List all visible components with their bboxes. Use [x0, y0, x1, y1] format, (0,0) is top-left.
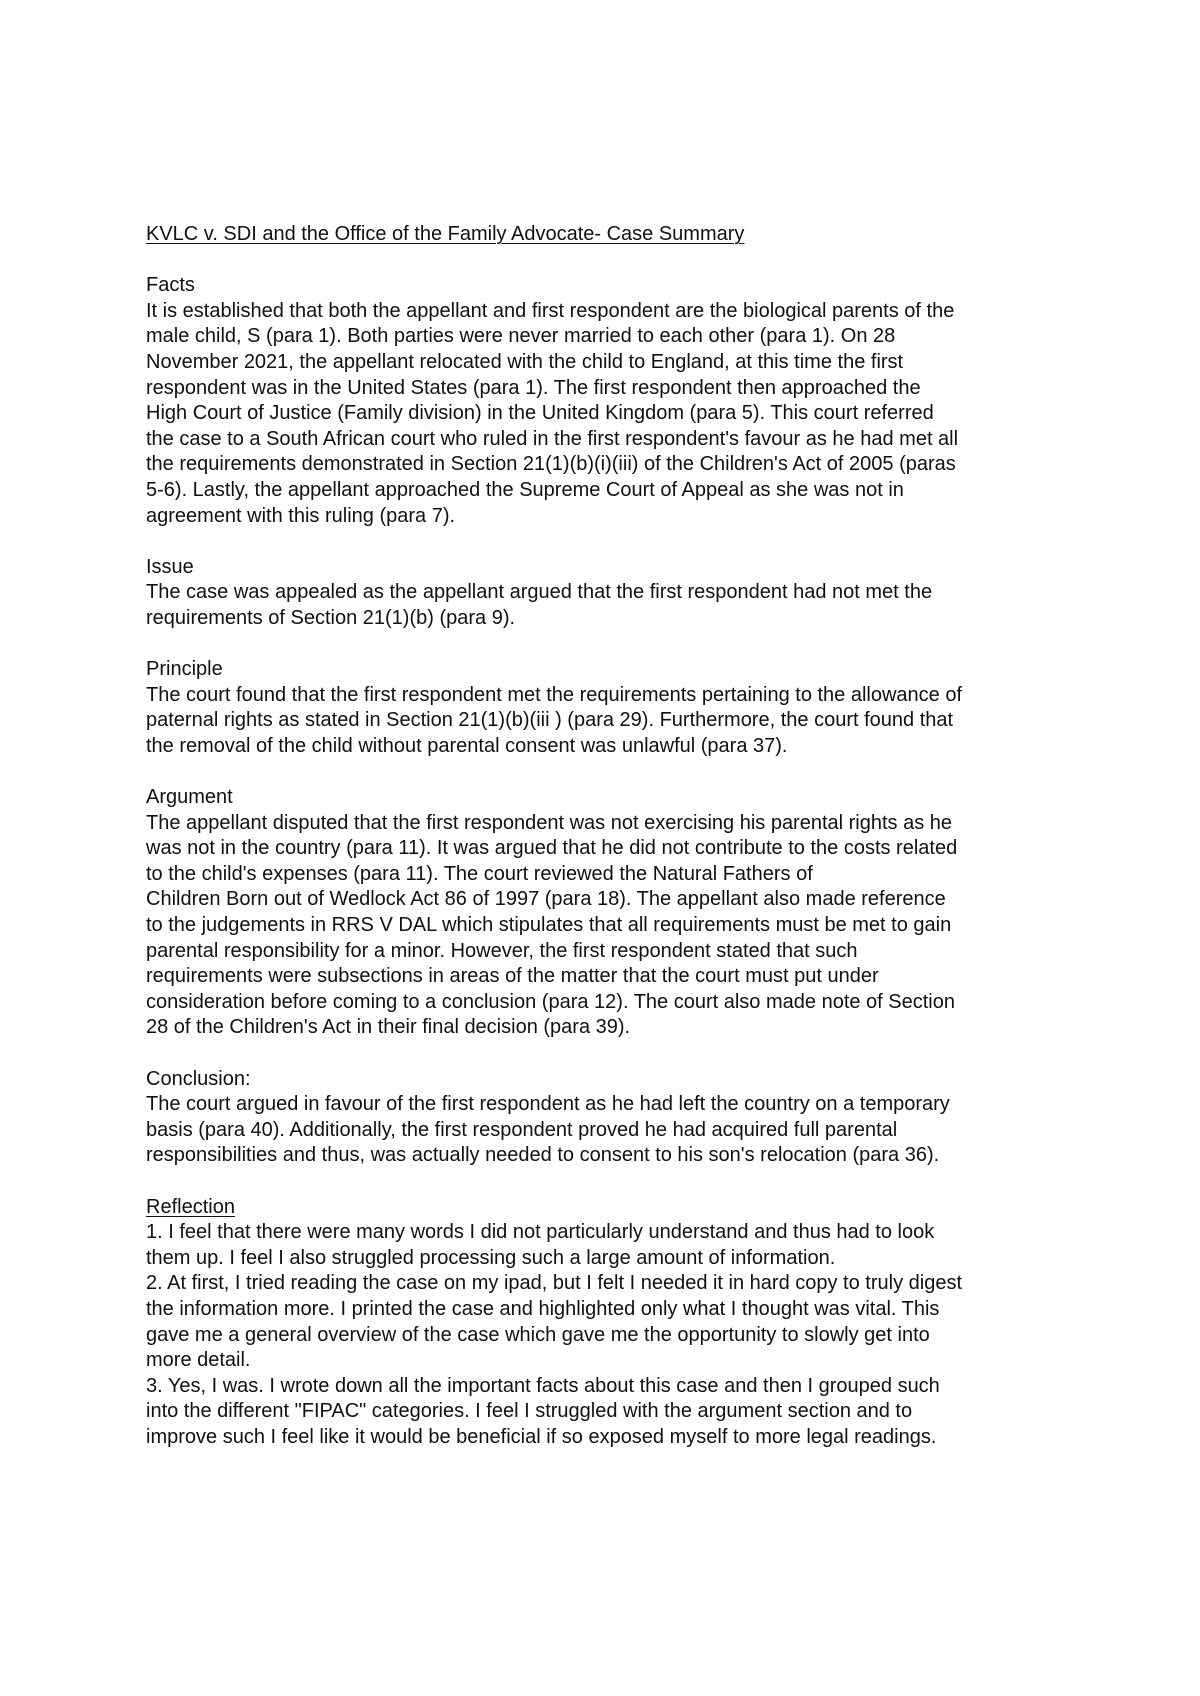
principle-line: The court found that the first respondent met the requirements pertaining to the allowance of [146, 683, 963, 706]
conclusion-line: basis (para 40). Additionally, the first respondent proved he had acquired full parental [146, 1118, 898, 1141]
facts-line: High Court of Justice (Family division) in the United Kingdom (para 5). This court referred [146, 402, 934, 425]
argument-line: parental responsibility for a minor. However, the first respondent stated that such [146, 939, 858, 962]
reflection-line: more detail. [146, 1349, 251, 1372]
reflection-line: 3. Yes, I was. I wrote down all the important facts about this case and then I grouped such [146, 1374, 940, 1397]
reflection-line: gave me a general overview of the case which gave me the opportunity to slowly get into [146, 1323, 930, 1346]
reflection-heading: Reflection [146, 1195, 235, 1218]
conclusion-line: The court argued in favour of the first respondent as he had left the country on a temporary [146, 1093, 950, 1116]
reflection-line: 1. I feel that there were many words I did not particularly understand and thus had to look [146, 1221, 935, 1244]
reflection-line: into the different "FIPAC" categories. I feel I struggled with the argument section and to [146, 1400, 913, 1423]
argument-line: Children Born out of Wedlock Act 86 of 1997 (para 18). The appellant also made reference [146, 888, 946, 911]
facts-heading: Facts [146, 274, 195, 297]
facts-line: the case to a South African court who ruled in the first respondent's favour as he had met all [146, 427, 959, 450]
argument-line: The appellant disputed that the first respondent was not exercising his parental rights as he [146, 811, 953, 834]
facts-line: the requirements demonstrated in Section 21(1)(b)(i)(iii) of the Children's Act of 2005 (paras [146, 453, 956, 476]
argument-line: to the judgements in RRS V DAL which stipulates that all requirements must be met to gain [146, 914, 952, 937]
spacer [146, 632, 1086, 658]
spacer [146, 248, 1086, 274]
principle-line: the removal of the child without parental consent was unlawful (para 37). [146, 734, 788, 757]
argument-line: requirements were subsections in areas of the matter that the court must put under [146, 965, 879, 988]
facts-line: It is established that both the appellant and first respondent are the biological parents of the [146, 299, 955, 322]
reflection-line: improve such I feel like it would be beneficial if so exposed myself to more legal readings. [146, 1425, 937, 1448]
spacer [146, 759, 1086, 785]
facts-line: 5-6). Lastly, the appellant approached the Supreme Court of Appeal as she was not in [146, 478, 904, 501]
reflection-section [146, 1195, 1086, 1451]
principle-heading: Principle [146, 658, 223, 681]
argument-line: 28 of the Children's Act in their final decision (para 39). [146, 1016, 631, 1039]
reflection-line: 2. At first, I tried reading the case on my ipad, but I felt I needed it in hard copy to truly digest [146, 1272, 963, 1295]
spacer [146, 529, 1086, 555]
reflection-line: them up. I feel I also struggled processing such a large amount of information. [146, 1246, 836, 1269]
spacer [146, 1169, 1086, 1195]
argument-line: was not in the country (para 11). It was argued that he did not contribute to the costs related [146, 837, 958, 860]
argument-heading: Argument [146, 786, 233, 809]
argument-line: to the child's expenses (para 11). The court reviewed the Natural Fathers of [146, 862, 813, 885]
reflection-line: the information more. I printed the case and highlighted only what I thought was vital. This [146, 1297, 940, 1320]
spacer [146, 1041, 1086, 1067]
conclusion-line: responsibilities and thus, was actually needed to consent to his son's relocation (para 36). [146, 1144, 940, 1167]
document-title: KVLC v. SDI and the Office of the Family Advocate- Case Summary [146, 223, 745, 245]
facts-line: November 2021, the appellant relocated with the child to England, at this time the first [146, 350, 904, 373]
issue-section [146, 555, 1086, 632]
facts-section [146, 273, 1086, 529]
facts-line: male child, S (para 1). Both parties were never married to each other (para 1). On 28 [146, 325, 896, 348]
issue-line: The case was appealed as the appellant argued that the first respondent had not met the [146, 581, 933, 604]
conclusion-heading: Conclusion: [146, 1067, 251, 1090]
facts-line: agreement with this ruling (para 7). [146, 504, 456, 527]
conclusion-section [146, 1067, 1086, 1169]
facts-line: respondent was in the United States (para 1). The first respondent then approached the [146, 376, 921, 399]
issue-heading: Issue [146, 555, 194, 578]
principle-section [146, 657, 1086, 759]
issue-line: requirements of Section 21(1)(b) (para 9). [146, 606, 516, 629]
principle-line: paternal rights as stated in Section 21(1)(b)(iii ) (para 29). Furthermore, the court found that [146, 709, 954, 732]
argument-line: consideration before coming to a conclusion (para 12). The court also made note of Section [146, 990, 955, 1013]
document-body [146, 222, 1086, 1451]
argument-section [146, 785, 1086, 1041]
